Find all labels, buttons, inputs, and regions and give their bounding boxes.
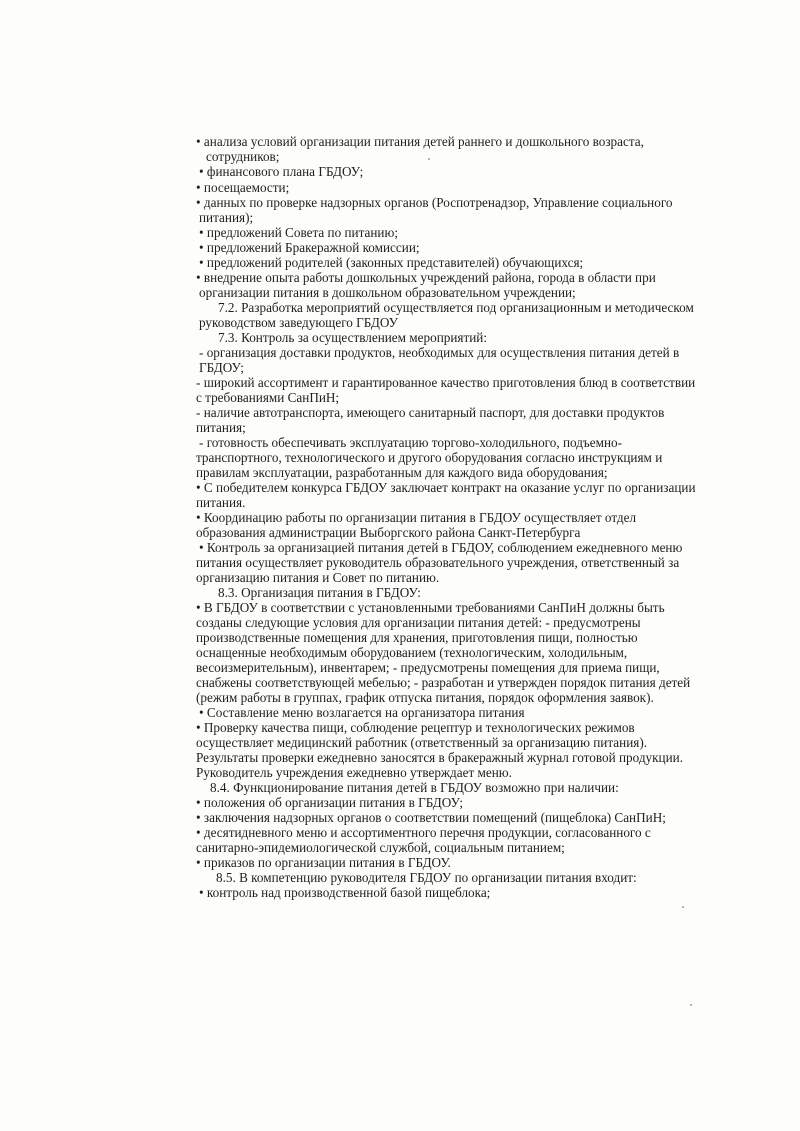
text-line: • посещаемости; bbox=[196, 180, 290, 195]
text-line: организации питания в дошкольном образовательном учреждении; bbox=[199, 285, 576, 300]
text-line: 8.4. Функционирование питания детей в ГБДОУ возможно при наличии: bbox=[210, 780, 619, 795]
text-line: питания; bbox=[196, 420, 246, 435]
text-line: • Координацию работы по организации питания в ГБДОУ осуществляет отдел bbox=[196, 510, 637, 525]
text-line: • приказов по организации питания в ГБДОУ. bbox=[196, 855, 451, 870]
text-line: транспортного, технологического и другого оборудования согласно инструкциям и bbox=[196, 450, 663, 465]
text-line: 8.5. В компетенцию руководителя ГБДОУ по организации питания входит: bbox=[216, 870, 637, 885]
text-line: • данных по проверке надзорных органов (Роспотренадзор, Управление социального bbox=[196, 195, 673, 210]
text-line: • предложений Совета по питанию; bbox=[199, 225, 398, 240]
scan-speck bbox=[428, 158, 430, 160]
text-line: организацию питания и Совет по питанию. bbox=[196, 570, 440, 585]
scan-speck bbox=[682, 906, 684, 908]
text-line: весоизмерительным), инвентарем; - предусмотрены помещения для приема пищи, bbox=[196, 660, 660, 675]
text-line: • В ГБДОУ в соответствии с установленными требованиями СанПиН должны быть bbox=[196, 600, 665, 615]
text-line: питания. bbox=[196, 495, 246, 510]
text-line: • внедрение опыта работы дошкольных учреждений района, города в области при bbox=[196, 270, 656, 285]
text-line: осуществляет медицинский работник (ответственный за организацию питания). bbox=[196, 735, 648, 750]
text-line: Руководитель учреждения ежедневно утверждает меню. bbox=[196, 765, 512, 780]
text-line: Результаты проверки ежедневно заносятся в бракеражный журнал готовой продукции. bbox=[196, 750, 683, 765]
text-line: • десятидневного меню и ассортиментного перечня продукции, согласованного с bbox=[196, 825, 651, 840]
text-line: (режим работы в группах, график отпуска питания, порядок оформления заявок). bbox=[196, 690, 654, 705]
text-line: - готовность обеспечивать эксплуатацию торгово-холодильного, подъемно- bbox=[199, 435, 622, 450]
text-line: • предложений Бракеражной комиссии; bbox=[199, 240, 420, 255]
text-line: • положения об организации питания в ГБДОУ; bbox=[196, 795, 464, 810]
text-line: • финансового плана ГБДОУ; bbox=[199, 164, 364, 179]
text-line: ГБДОУ; bbox=[199, 360, 244, 375]
text-line: 7.3. Контроль за осуществлением мероприятий: bbox=[218, 330, 488, 345]
text-line: • Контроль за организацией питания детей в ГБДОУ, соблюдением ежедневного меню bbox=[199, 540, 683, 555]
text-line: - широкий ассортимент и гарантированное качество приготовления блюд в соответствии bbox=[196, 375, 696, 390]
text-line: производственные помещения для хранения, приготовления пищи, полностью bbox=[196, 630, 638, 645]
text-line: • контроль над производственной базой пищеблока; bbox=[199, 885, 491, 900]
text-line: - организация доставки продуктов, необходимых для осуществления питания детей в bbox=[199, 345, 680, 360]
text-line: созданы следующие условия для организации питания детей: - предусмотрены bbox=[196, 615, 641, 630]
text-line: • Проверку качества пищи, соблюдение рецептур и технологических режимов bbox=[196, 720, 635, 735]
text-line: питания осуществляет руководитель образовательного учреждения, ответственный за bbox=[196, 555, 680, 570]
text-line: • Составление меню возлагается на организатора питания bbox=[199, 705, 525, 720]
text-line: с требованиями СанПиН; bbox=[196, 390, 340, 405]
text-line: • заключения надзорных органов о соответствии помещений (пищеблока) СанПиН; bbox=[196, 810, 666, 825]
text-line: питания); bbox=[199, 210, 254, 225]
text-line: • предложений родителей (законных представителей) обучающихся; bbox=[199, 255, 584, 270]
text-line: 7.2. Разработка мероприятий осуществляется под организационным и методическом bbox=[218, 300, 694, 315]
text-line: - наличие автотранспорта, имеющего санитарный паспорт, для доставки продуктов bbox=[196, 405, 665, 420]
scan-speck bbox=[690, 1004, 692, 1006]
text-line: правилам эксплуатации, разработанным для каждого вида оборудования; bbox=[196, 465, 608, 480]
text-line: руководством заведующего ГБДОУ bbox=[199, 315, 398, 330]
text-line: 8.3. Организация питания в ГБДОУ: bbox=[218, 585, 421, 600]
text-line: сотрудников; bbox=[206, 149, 280, 164]
text-line: санитарно-эпидемиологической службой, социальным питанием; bbox=[196, 840, 565, 855]
text-line: • С победителем конкурса ГБДОУ заключает контракт на оказание услуг по организации bbox=[196, 480, 696, 495]
text-line: оснащенные необходимым оборудованием (технологическим, холодильным, bbox=[196, 645, 628, 660]
text-line: снабжены соответствующей мебелью; - разработан и утвержден порядок питания детей bbox=[196, 675, 691, 690]
text-line: образования администрации Выборгского района Санкт-Петербурга bbox=[196, 525, 581, 540]
text-line: • анализа условий организации питания детей раннего и дошкольного возраста, bbox=[196, 134, 644, 149]
